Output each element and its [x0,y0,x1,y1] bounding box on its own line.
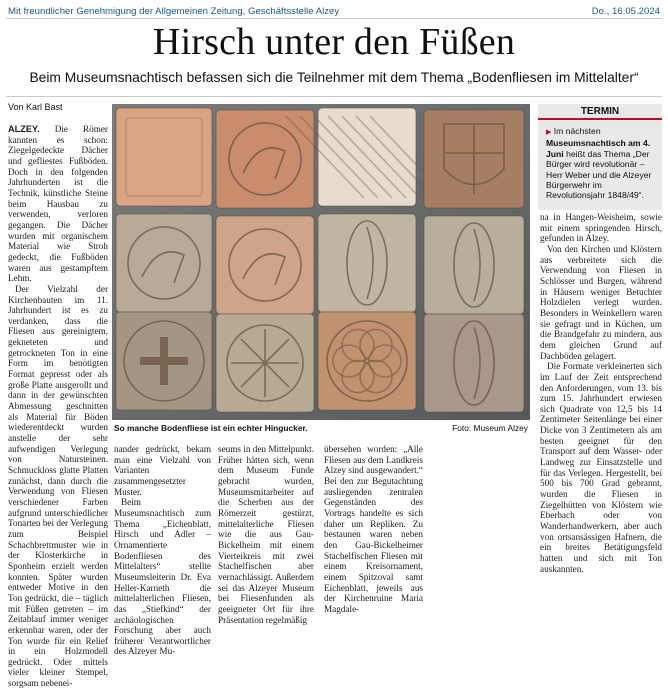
paragraph: seums in den Mittelpunkt. Früher hätten sich, wenn dem Museum Funde gebracht wurden, Museumsmitarbeiter auf die Scherben aus der Römerzeit gestürzt, mittelalterliche Fliesen wie die aus Gau-Bickelheim mit einem Vierteikreis mit zwei Stachelfischen aber vernachlässigt. Außerdem sei das Alzeyer Museum bei Fliesenfunden als geeigneter Ort für ihre Präsentation regelmäßig [218,444,314,625]
rosette-tile [318,312,416,410]
credit-line: Mit freundlicher Genehmigung der Allgemeinen Zeitung, Geschäftsstelle Alzey [8,6,340,17]
star-rosette-tile [216,314,314,412]
article-title: Hirsch unter den Füßen [152,21,516,63]
text-column-3 [218,444,314,625]
article-subtitle: Beim Museumsnachtisch befassen sich die Teilnehmer mit dem Thema „Bodenfliesen im Mittelalter“ [29,70,639,85]
vesica-tile [424,216,524,314]
paragraph: Der Vielzahl der Kirchenbauten im 11. Jahrhundert ist es zu verdanken, dass die Fliesen aus gereinigtem, gekneteten und getrockneten Ton in eine Form im benötigten Format gepresst oder als große Platte ausgerollt und dann in der gewünschten Abmessung geschnitten als Material für Böden wiederentdeckt wurden anstelle der sehr aufwendigen Verlegung von Natursteinen. Schmuckloss glatte Platten zunächst, dann durch die Verwendung von Fliesen verschiedener Farben aufgrund unterschiedlicher Tonarten bei der Verlegung zum Beispiel Schachbrettmuster wie in der Klosterkirche in Sponheim erzielt werden konnten. Später wurden entweder Motive in den Ton gedrückt, die – täglich mit Füßen getreten – im Zeitablauf immer weniger erkennbar waren, oder der Ton wurde für ein Relief in ein Holzmodell gedrückt. Oder mittels vieler kleiner Stempel, sorgsam nebenei- [8,283,108,689]
triangle-icon: ▶ [546,129,552,136]
paragraph: Die Formate verkleinerten sich im Lauf der Zeit entsprechend den Anforderungen, vom 13. bis zum 15. Jahrhundert erwiesen sich Quadrate von 12,5 bis 14 Zentimeter Seitenlänge bei einer Dicke von 3 Zentimetern als am besten geeignet für den Transport auf dem Wasser- oder Landweg zur Einsatzstelle und für das Verlegen. Hergestellt, bei 500 bis 700 Grad gebrannt, wurden die Fliesen in Ziegelhütten von Klöstern wie Eberbach oder von Wanderhandwerkern, aber auch von ortsansässigen Hafnern, die ein breites Betätigungsfeld hatten und sich mit Ton auskannten. [540,361,662,574]
text-column-2 [114,444,211,657]
stag-tile [216,216,314,314]
cross-tile [116,312,212,410]
text-column-5 [540,212,662,596]
photo-credit: Foto: Museum Alzey [452,423,528,433]
paragraph: nander gedrückt, bekam man eine Vielzahl von Varianten zusammengesetzter Muster. [114,444,211,497]
termin-box [538,104,662,210]
photo-caption-bar [112,420,530,433]
heraldic-tile [424,110,524,208]
termin-post: heißt das Thema „Der Bürger wird revolutionär – Herr Weber und die Alzeyer Bürgerwehr im Revolutionsjahr 1848/49“. [546,148,652,201]
subtitle-divider [6,96,662,97]
termin-label: TERMIN [538,104,662,120]
leaf-tile [318,214,416,312]
termin-pre: Im nächsten [553,126,601,136]
text-column-1 [8,124,108,689]
issue-date: Do., 16.05.2024 [591,6,660,17]
plain-tile [116,108,212,206]
oak-leaf-tile [424,314,524,412]
paragraph: na in Hangen-Weisheim, sowie mit einem springenden Hirsch, gefunden in Alzey. [540,212,662,244]
paragraph: Beim Museumsnachtisch zum Thema „Eichenblatt, Hirsch und Adler – Ornamentierte Bodenfliesen des Mittelalters“ stellte Museumsleiterin Dr. Eva Heller-Karneth die mittelalterlichen Fliesen, das „Stiefkind“ der archäologischen Forschung aber auch früherer Verantwortlicher des Alzeyer Mu- [114,497,211,657]
eagle-tile [216,110,314,208]
photo-caption: So manche Bodenfliese ist ein echter Hingucker. [114,423,308,433]
termin-bold: Museumsnachtisch am 4. Juni [546,138,651,159]
dateline: ALZEY. [8,124,40,134]
termin-text [538,120,662,201]
paragraph: Von den Kirchen und Klöstern aus verbreitete sich die Verwendung von Fliesen in Schlösser und Burgen, während in Häusern weniger Betuchter Holzdielen verlegt wurden. Besonders in Weinkellern waren sie gefragt und in Küchen, um die Brandgefahr zu mindern, aus dem gleichen Grund auf Dachböden gelagert. [540,243,662,361]
paragraph: übersehen worden: „Alle Fliesen aus dem Landkreis Alzey sind ausgewandert.“ Bei den zur Begutachtung ausliegenden zentralen Gegenständen des Vortrags handelte es sich daher um Repliken. Zu bestaunen waren neben den Gau-Bickelheimer Stachelfischen Fliesen mit einem Kreisornament, einem Spitzoval samt Eichenblatt, jeweils aus der Kirchenruine Maria Magdale- [324,444,423,614]
lion-tile [116,214,212,312]
tiles-image [112,104,530,420]
paragraph: Die Römer kannten es schon: Ziegelgedeckte Dächer und gefliestes Fußböden. Doch in den folgenden Jahrhunderten ist die Technik, künstliche Steine beim Hausbau zu verwenden, verloren gegangen. Die Dächer wurden mit organischem Material wie Stroh gedeckt, die Fußböden waren aus gestampftem Lehm. [8,124,108,284]
header-divider [6,18,662,19]
byline: Von Karl Bast [8,102,63,112]
text-column-4 [324,444,423,614]
tiles-photo [112,104,530,420]
